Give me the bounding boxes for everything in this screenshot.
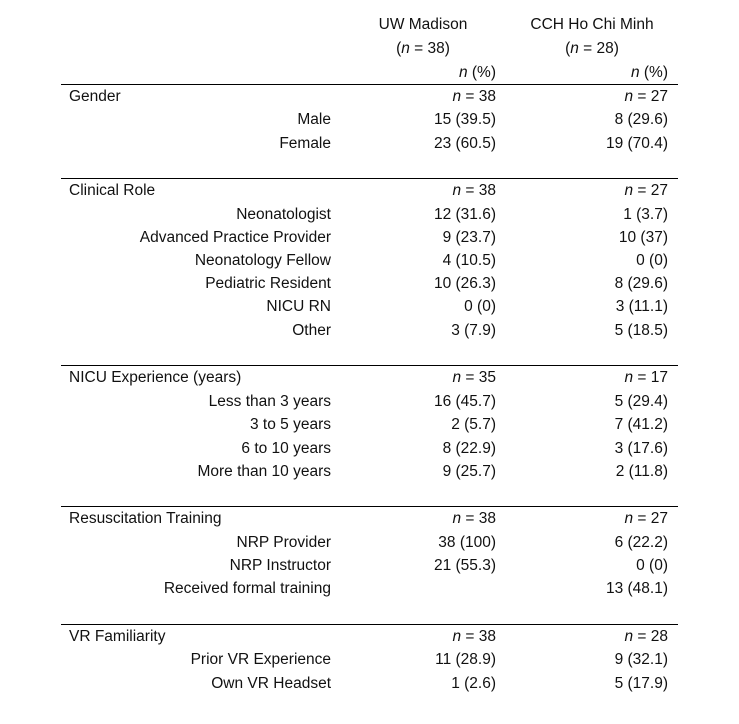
section-divider [61,178,678,179]
section-title: Gender [69,88,121,105]
n-italic: n [452,182,462,199]
n-value: = 38 [461,628,496,645]
section-n-col2 [508,182,668,200]
row-value-col1: 2 (5.7) [451,416,496,433]
row-value-col1: 9 (23.7) [442,229,496,246]
row-value-col2: 8 (29.6) [614,111,668,128]
row-value-col2: 0 (0) [636,252,668,269]
row-label: NRP Provider [236,534,331,551]
n-italic: n [624,182,634,199]
row-value-col2: 0 (0) [636,557,668,574]
row-label: Female [279,135,331,152]
col2-pct-label [508,64,668,82]
n-value: = 38 [461,510,496,527]
row-label: 6 to 10 years [241,440,331,457]
row-label: Neonatology Fellow [194,252,331,269]
column-header-uw-madison: UW Madison [378,16,468,33]
n-value: = 27 [633,182,668,199]
section-n-col1 [336,369,496,387]
section-n-col1 [336,510,496,528]
row-value-col1: 11 (28.9) [435,651,496,668]
n-value: = 28 [578,40,614,57]
n-italic: n [452,628,462,645]
row-value-col1: 10 (26.3) [433,275,496,292]
n-italic: n [401,40,410,57]
row-value-col2: 5 (17.9) [614,675,668,692]
column-header-cch-n: (n = 28) [565,40,619,57]
section-n-col1 [336,88,496,106]
section-n-col1 [336,182,496,200]
row-label: Prior VR Experience [190,651,331,668]
n-value: = 38 [461,88,496,105]
row-value-col1: 23 (60.5) [433,135,496,152]
column-header-cch-ho-chi-minh: CCH Ho Chi Minh [530,16,654,33]
row-value-col1: 1 (2.6) [451,675,496,692]
n-value: = 17 [633,369,668,386]
n-italic: n [452,369,462,386]
section-n-col2 [508,510,668,528]
n-value: = 38 [461,182,496,199]
row-label: Pediatric Resident [205,275,331,292]
section-title: Clinical Role [69,182,156,199]
row-value-col1: 0 (0) [464,298,496,315]
row-value-col2: 7 (41.2) [614,416,668,433]
row-label: Male [297,111,331,128]
row-value-col2: 3 (11.1) [615,298,668,315]
row-label: 3 to 5 years [250,416,331,433]
n-value: = 27 [633,88,668,105]
row-value-col2: 8 (29.6) [614,275,668,292]
n-value: = 28 [633,628,668,645]
row-label: Own VR Headset [211,675,331,692]
row-value-col1: 15 (39.5) [433,111,496,128]
n-italic: n [630,64,640,81]
row-value-col2: 19 (70.4) [605,135,668,152]
row-value-col2: 5 (29.4) [614,393,668,410]
n-value: = 38 [409,40,445,57]
row-value-col2: 9 (32.1) [614,651,668,668]
section-n-col2 [508,88,668,106]
row-label: Neonatologist [236,206,331,223]
n-italic: n [624,510,634,527]
n-italic: n [624,369,634,386]
row-label: Received formal training [163,580,331,597]
row-label: Other [292,322,331,339]
row-value-col2: 3 (17.6) [614,440,668,457]
row-value-col1: 12 (31.6) [433,206,496,223]
col1-pct-label [336,64,496,82]
n-value: = 27 [633,510,668,527]
row-value-col2: 10 (37) [618,229,668,246]
row-value-col1: 21 (55.3) [433,557,496,574]
row-label: More than 10 years [197,463,331,480]
row-value-col2: 13 (48.1) [605,580,668,597]
n-italic: n [458,64,468,81]
section-divider [61,506,678,507]
pct-text: (%) [467,64,496,81]
row-value-col1: 4 (10.5) [442,252,496,269]
column-header-uw-madison-n: (n = 38) [396,40,450,57]
section-divider [61,365,678,366]
row-value-col1: 16 (45.7) [433,393,496,410]
n-value: = 35 [461,369,496,386]
n-italic: n [624,88,634,105]
n-italic: n [452,88,462,105]
row-value-col1: 9 (25.7) [442,463,496,480]
row-label: Advanced Practice Provider [139,229,331,246]
row-value-col1: 38 (100) [438,534,496,551]
row-value-col2: 2 (11.8) [615,463,668,480]
section-n-col2 [508,628,668,646]
section-divider [61,624,678,625]
section-divider [61,84,678,85]
row-value-col2: 1 (3.7) [623,206,668,223]
pct-text: (%) [639,64,668,81]
section-title: Resuscitation Training [69,510,222,527]
row-label: Less than 3 years [208,393,331,410]
row-value-col1: 3 (7.9) [451,322,496,339]
row-label: NRP Instructor [229,557,331,574]
section-title: NICU Experience (years) [69,369,242,386]
n-italic: n [570,40,579,57]
section-n-col1 [336,628,496,646]
row-label: NICU RN [266,298,331,315]
section-n-col2 [508,369,668,387]
row-value-col2: 6 (22.2) [614,534,668,551]
n-italic: n [624,628,634,645]
section-title: VR Familiarity [69,628,166,645]
row-value-col1: 8 (22.9) [442,440,496,457]
row-value-col2: 5 (18.5) [614,322,668,339]
n-italic: n [452,510,462,527]
